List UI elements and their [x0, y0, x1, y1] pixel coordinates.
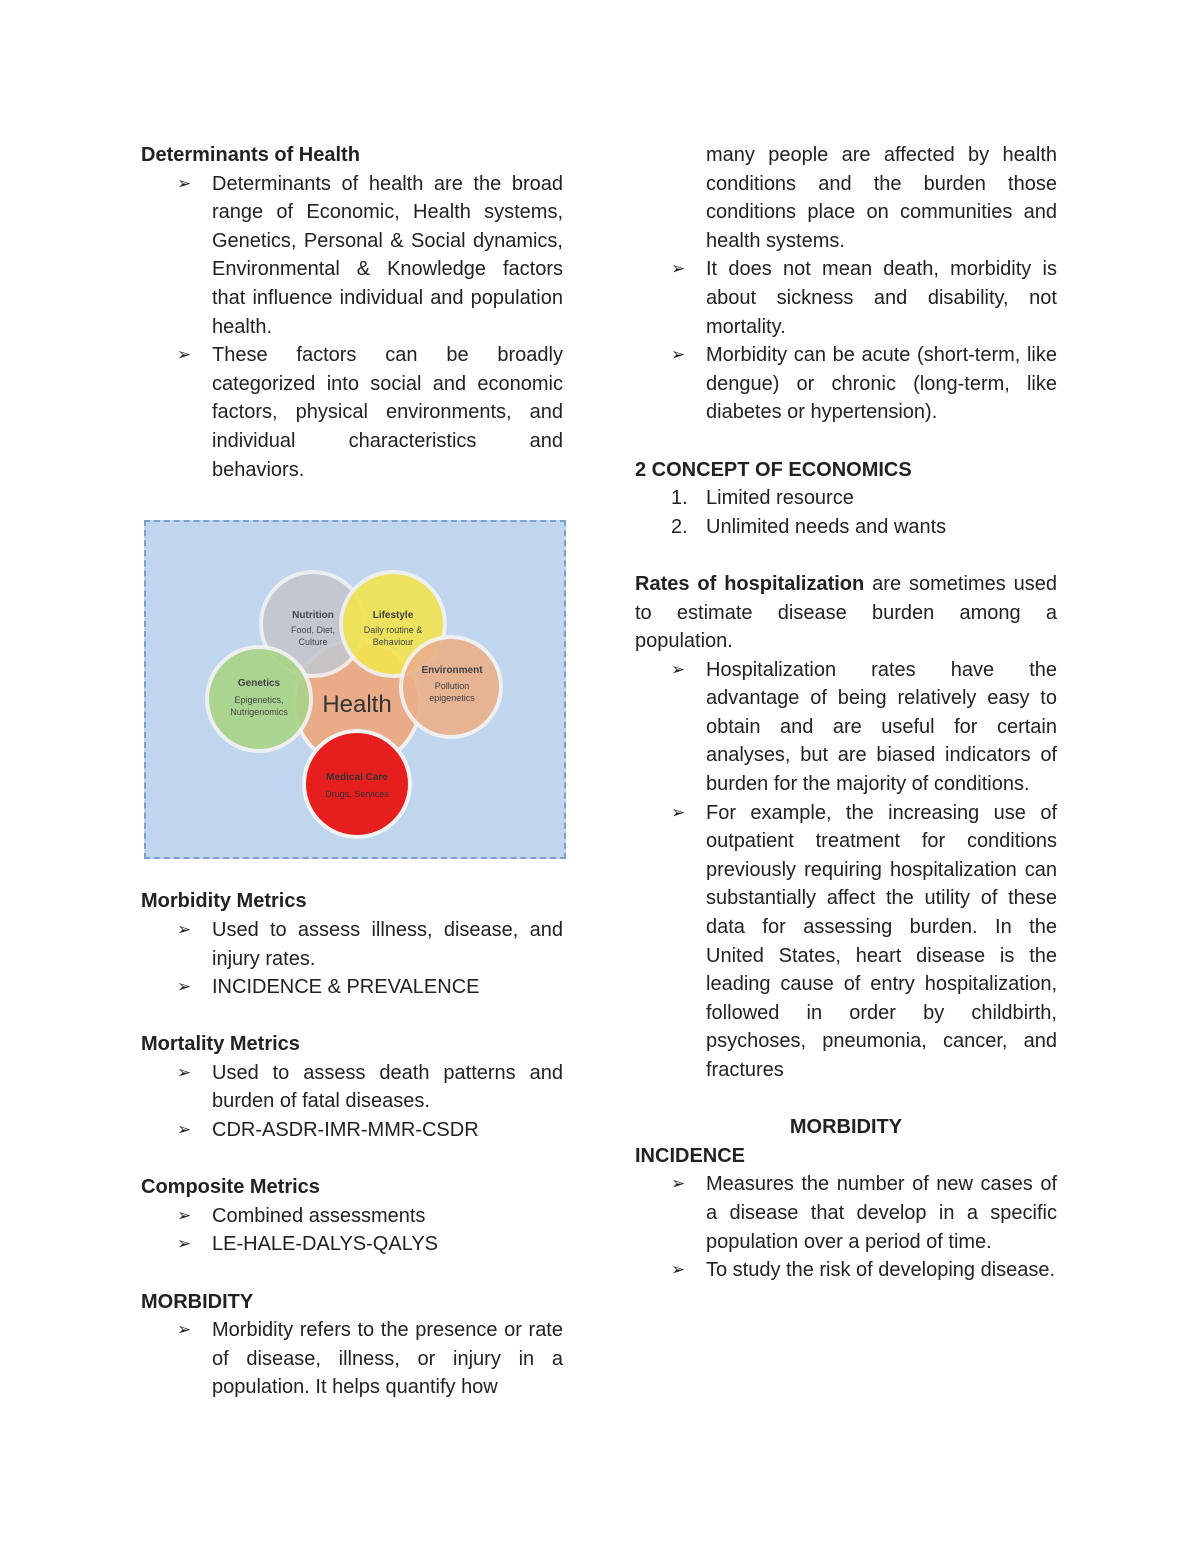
health-determinants-diagram [144, 520, 566, 859]
list-text: Unlimited needs and wants [706, 515, 947, 538]
morbidity-continued-list [635, 255, 1057, 427]
list-item [635, 484, 1057, 513]
hospitalization-paragraph [635, 570, 1057, 656]
environment-sub1: Pollution [434, 680, 470, 691]
mortality-metrics-heading: Mortality Metrics [141, 1033, 300, 1056]
list-item: ➢ LE-HALE-DALYS-QALYS [141, 1230, 563, 1259]
environment-title: Environment [421, 664, 483, 676]
composite-metrics-list [141, 1202, 563, 1259]
economics-list [635, 484, 1057, 541]
composite-metrics-heading: Composite Metrics [141, 1176, 320, 1199]
list-item: ➢ Used to assess death patterns and burden of fatal diseases. [141, 1059, 563, 1116]
list-item: ➢ INCIDENCE & PREVALENCE [141, 973, 563, 1002]
list-text: Limited resource [706, 487, 854, 510]
list-item: ➢ Determinants of health are the broad range of Economic, Health systems, Genetics, Personal & Social dynamics, Environmental & Knowledge factors that influence individual and population health. [141, 170, 563, 342]
medical-care-sub1: Drugs, Services [325, 788, 389, 799]
environment-sub2: epigenetics [429, 692, 475, 703]
list-item: ➢ Measures the number of new cases of a disease that develop in a specific population over a period of time. [635, 1170, 1057, 1256]
nutrition-sub1: Food, Diet, [290, 624, 336, 635]
morbidity-section-heading: MORBIDITY [789, 1116, 903, 1139]
nutrition-sub2: Culture [298, 636, 328, 647]
list-number: 1. [671, 487, 688, 510]
health-center-label: Health [322, 690, 392, 718]
genetics-sub2: Nutrigenomics [230, 706, 288, 717]
morbidity-heading: MORBIDITY [141, 1290, 254, 1313]
environment-circle [401, 637, 501, 737]
morbidity-metrics-heading: Morbidity Metrics [141, 890, 307, 913]
left-column [141, 141, 563, 1402]
list-item: ➢ It does not mean death, morbidity is about sickness and disability, not mortality. [635, 255, 1057, 341]
incidence-heading: INCIDENCE [635, 1144, 746, 1167]
medical-care-title: Medical Care [326, 771, 388, 783]
hospitalization-text: are sometimes used to estimate disease burden among a population. [635, 572, 1058, 653]
hospitalization-list [635, 656, 1057, 1085]
economics-heading: 2 CONCEPT OF ECONOMICS [635, 458, 912, 481]
list-item: ➢ Morbidity can be acute (short-term, like dengue) or chronic (long-term, like diabetes or hypertension). [635, 341, 1057, 427]
list-item: ➢ Morbidity refers to the presence or rate of disease, illness, or injury in a population. It helps quantify how [141, 1316, 563, 1402]
list-item: ➢ Combined assessments [141, 1202, 563, 1231]
medical-care-circle [304, 731, 410, 837]
list-item: ➢ For example, the increasing use of outpatient treatment for conditions previously requiring hospitalization can substantially affect the utility of these data for assessing burden. In the United States, heart disease is the leading cause of entry hospitalization, followed in order by childbirth, psychoses, pneumonia, cancer, and fractures [635, 799, 1057, 1085]
lifestyle-sub2: Behaviour [372, 636, 414, 647]
morbidity-metrics-list [141, 916, 563, 1002]
diagram-svg [146, 522, 564, 857]
nutrition-title: Nutrition [292, 609, 334, 621]
lifestyle-sub1: Daily routine & [363, 624, 423, 635]
determinants-heading: Determinants of Health [141, 144, 360, 166]
genetics-title: Genetics [237, 677, 281, 689]
list-item: ➢ CDR-ASDR-IMR-MMR-CSDR [141, 1116, 563, 1145]
morbidity-continued-text: many people are affected by health conditions and the burden those conditions place on communities and health systems. [706, 144, 1057, 252]
hospitalization-term: Rates of hospitalization [635, 572, 865, 595]
list-item: ➢ Hospitalization rates have the advantage of being relatively easy to obtain and are useful for certain analyses, but are biased indicators of burden for the majority of conditions. [635, 656, 1057, 799]
list-item [635, 513, 1057, 542]
list-item: ➢ To study the risk of developing disease. [635, 1256, 1057, 1285]
genetics-sub1: Epigenetics, [234, 694, 284, 705]
incidence-list [635, 1170, 1057, 1284]
determinants-list [141, 170, 563, 485]
lifestyle-title: Lifestyle [372, 609, 414, 621]
list-item: ➢ Used to assess illness, disease, and injury rates. [141, 916, 563, 973]
right-column [635, 141, 1057, 1285]
mortality-metrics-list [141, 1059, 563, 1145]
list-item: ➢ These factors can be broadly categorized into social and economic factors, physical environments, and individual characteristics and behaviors. [141, 341, 563, 484]
list-number: 2. [671, 515, 688, 538]
morbidity-list [141, 1316, 563, 1402]
genetics-circle [207, 647, 311, 751]
